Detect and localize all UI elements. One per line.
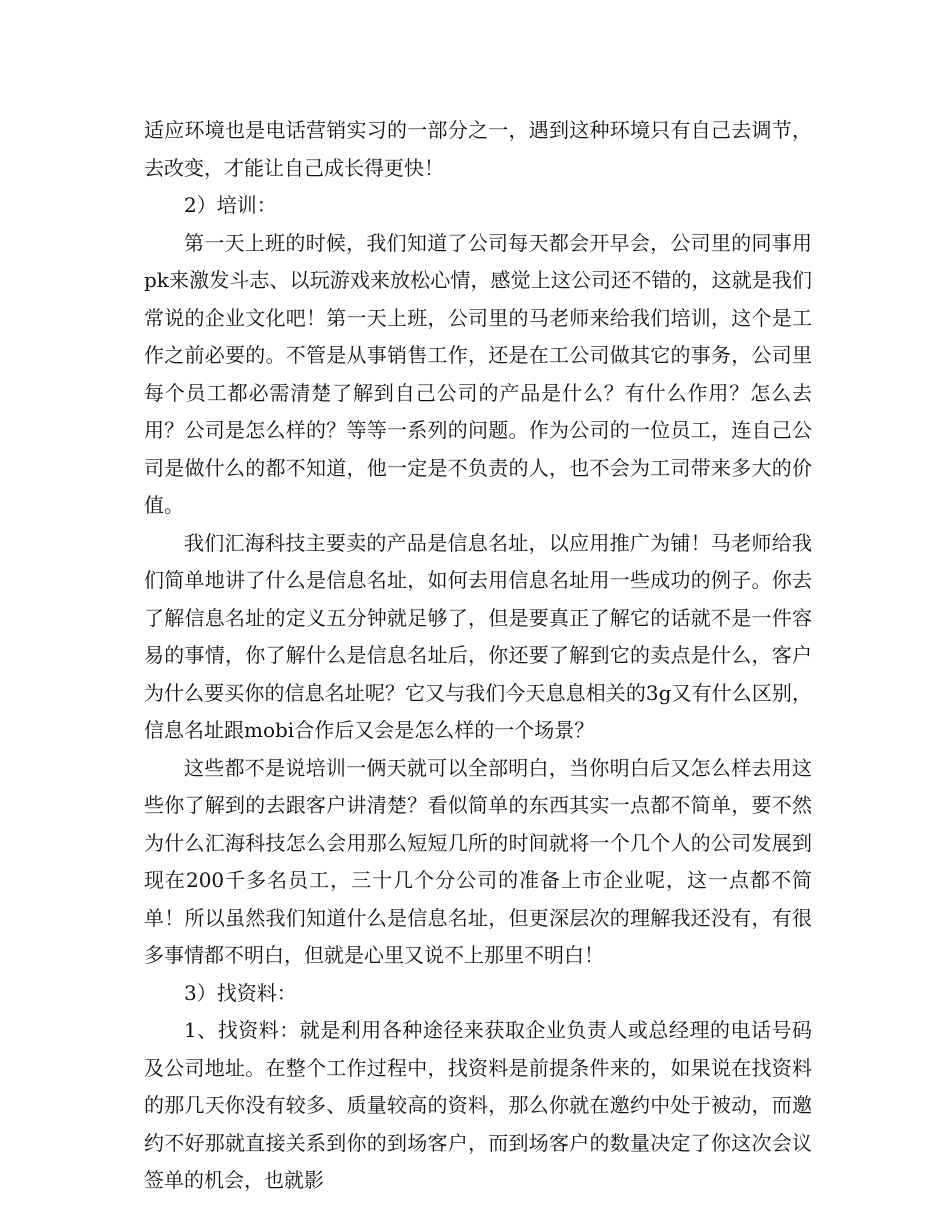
paragraph-training-first-day: 第一天上班的时候，我们知道了公司每天都会开早会，公司里的同事用pk来激发斗志、以玩游戏来放松心情，感觉上这公司还不错的，这就是我们常说的企业文化吧！第一天上班，公司里的马老师来给我们培训，这个是工作之前必要的。不管是从事销售工作，还是在工公司做其它的事务，公司里每个员工都必需清楚了解到自己公司的产品是什么？有什么作用？怎么去用？公司是怎么样的？等等一系列的问题。作为公司的一位员工，连自己公司是做什么的都不知道，他一定是不负责的人，也不会为工司带来多大的价值。 — [144, 230, 812, 517]
document-body — [144, 112, 812, 1200]
section-heading-training: 2）培训： — [184, 193, 277, 217]
paragraph-understanding: 这些都不是说培训一俩天就可以全部明白，当你明白后又怎么样去用这些你了解到的去跟客户讲清楚？看似简单的东西其实一点都不简单，要不然为什么汇海科技怎么会用那么短短几所的时间就将一个几个人的公司发展到现在200千多名员工，三十几个分公司的准备上市企业呢，这一点都不简单！所以虽然我们知道什么是信息名址，但更深层次的理解我还没有，有很多事情都不明白，但就是心里又说不上那里不明白！ — [144, 755, 812, 967]
paragraph-product-intro: 我们汇海科技主要卖的产品是信息名址，以应用推广为铺！马老师给我们简单地讲了什么是信息名址，如何去用信息名址用一些成功的例子。你去了解信息名址的定义五分钟就足够了，但是要真正了解它的话就不是一件容易的事情，你了解什么是信息名址后，你还要了解到它的卖点是什么，客户为什么要买你的信息名址呢？它又与我们今天息息相关的3g又有什么区别，信息名址跟mobi合作后又会是怎么样的一个场景？ — [144, 530, 812, 742]
paragraph-find-materials: 1、找资料：就是利用各种途径来获取企业负责人或总经理的电话号码及公司地址。在整个工作过程中，找资料是前提条件来的，如果说在找资料的那几天你没有较多、质量较高的资料，那么你就在邀约中处于被动，而邀约不好那就直接关系到你的到场客户，而到场客户的数量决定了你这次会议签单的机会，也就影 — [144, 1018, 812, 1192]
paragraph-1: 适应环境也是电话营销实习的一部分之一，遇到这种环境只有自己去调节，去改变，才能让自己成长得更快！ — [144, 118, 812, 180]
section-heading-find-materials: 3）找资料： — [184, 980, 297, 1005]
